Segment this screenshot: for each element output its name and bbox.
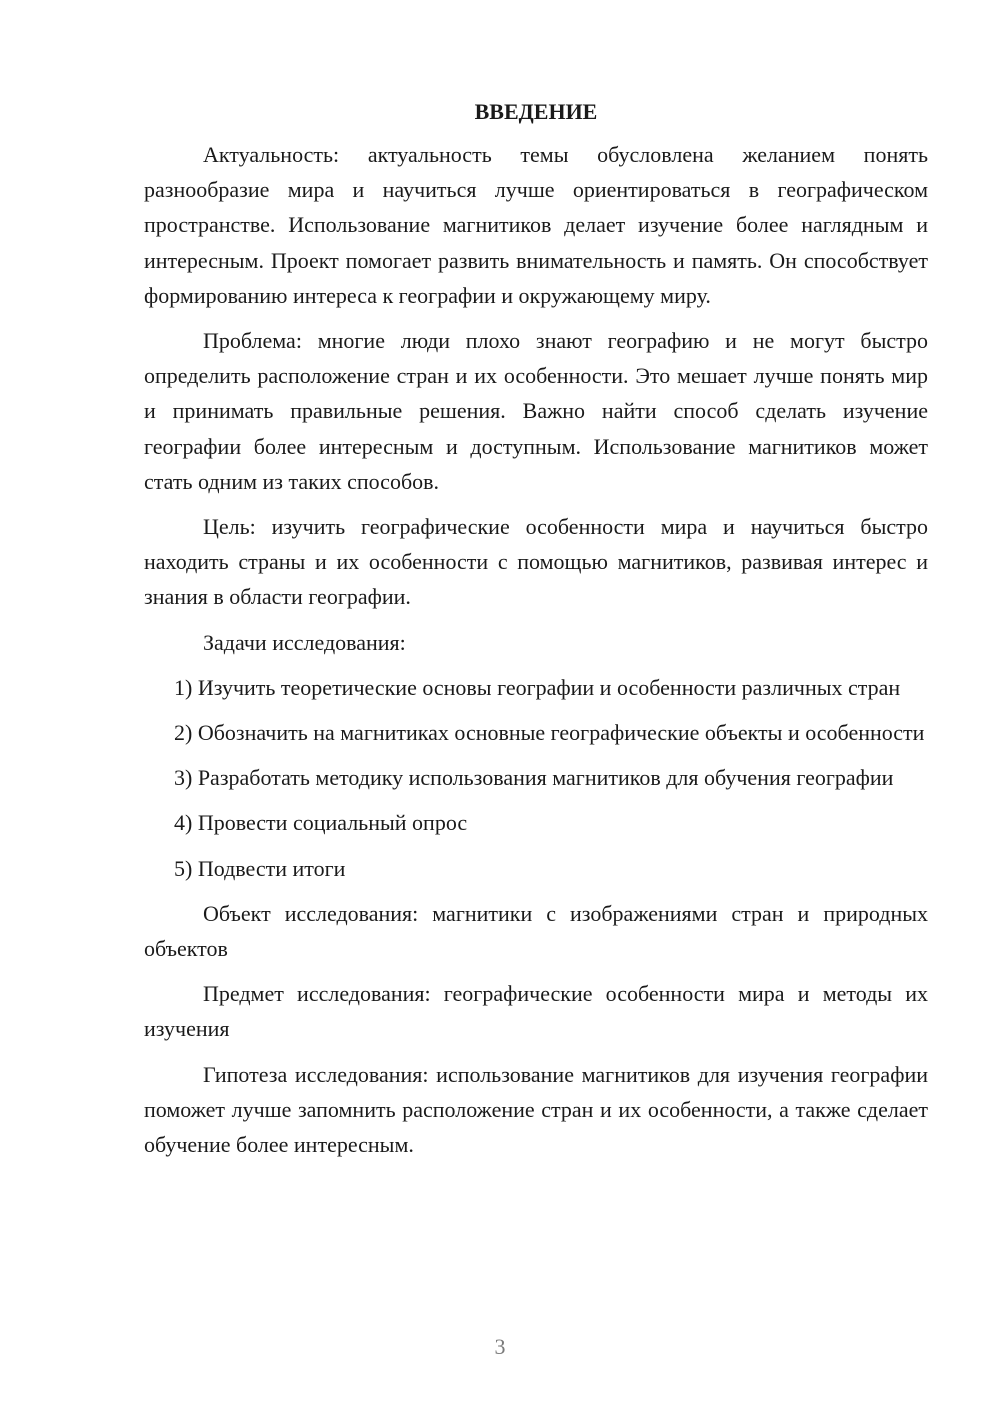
task-item-4: 4) Провести социальный опрос — [174, 810, 468, 836]
page-number: 3 — [494, 1334, 506, 1359]
research-hypothesis-paragraph: Гипотеза исследования: использование магнитиков для изучения географии поможет лучше запомнить расположение стран и их особенности, а также сделает обучение более интересным. — [144, 1061, 928, 1158]
research-object-paragraph: Объект исследования: магнитики с изображениями стран и природных объектов — [144, 900, 928, 962]
research-subject-paragraph: Предмет исследования: географические особенности мира и методы их изучения — [144, 981, 928, 1042]
page-content — [144, 94, 928, 1172]
task-item-1: 1) Изучить теоретические основы географии и особенности различных стран — [174, 674, 901, 700]
goal-paragraph: Цель: изучить географические особенности мира и научиться быстро находить страны и их особенности с помощью магнитиков, развивая интерес и знания в области географии. — [144, 514, 928, 610]
relevance-paragraph: Актуальность: актуальность темы обусловлена желанием понять разнообразие мира и научиться лучше ориентироваться в географическом пространстве. Использование магнитиков делает изучение более наглядным и интересным. Проект помогает развить внимательность и память. Он способствует формированию интереса к географии и окружающему миру. — [144, 142, 928, 308]
tasks-intro: Задачи исследования: — [203, 629, 406, 655]
task-item-3: 3) Разработать методику использования магнитиков для обучения географии — [174, 765, 894, 791]
problem-paragraph: Проблема: многие люди плохо знают географию и не могут быстро определить расположение стран и их особенности. Это мешает лучше понять мир и принимать правильные решения. Важно найти способ сделать изучение географии более интересным и доступным. Использование магнитиков может стать одним из таких способов. — [144, 328, 928, 494]
section-heading: ВВЕДЕНИЕ — [474, 99, 598, 124]
task-item-5: 5) Подвести итоги — [174, 855, 346, 881]
task-item-2: 2) Обозначить на магнитиках основные географические объекты и особенности — [174, 720, 925, 746]
